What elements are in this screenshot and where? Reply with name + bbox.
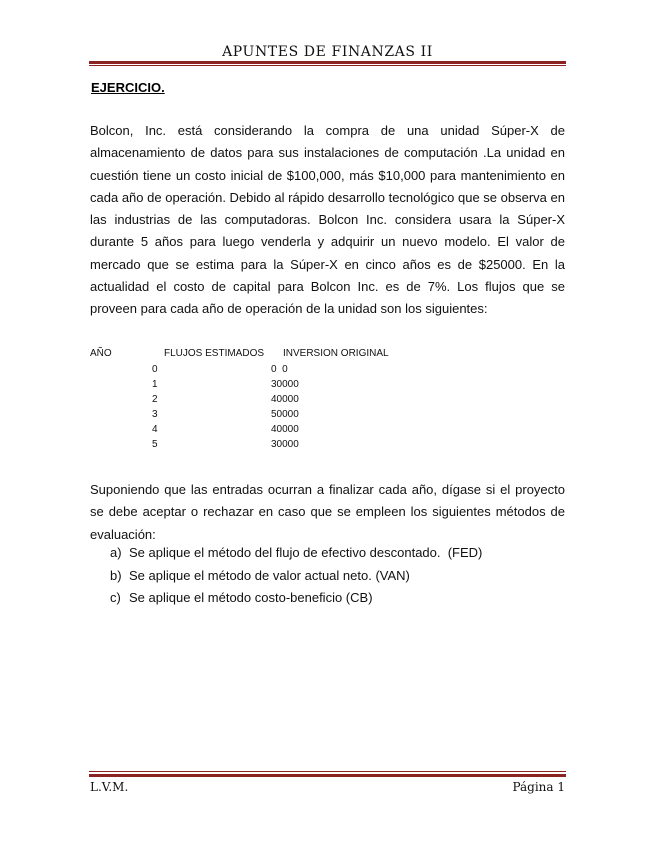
table-row-year: 4	[152, 424, 158, 435]
list-marker: b)	[110, 567, 122, 583]
table-row-value: 40000	[271, 424, 299, 435]
page-header-title: APUNTES DE FINANZAS II	[222, 44, 433, 60]
table-row-year: 5	[152, 439, 158, 450]
table-row-year: 1	[152, 379, 158, 390]
table-row-value: 30000	[271, 439, 299, 450]
table-row-year: 3	[152, 409, 158, 420]
list-marker: a)	[110, 545, 122, 560]
exercise-paragraph: Bolcon, Inc. está considerando la compra de una unidad Súper-X de almacenamiento de datos para sus instalaciones de computación .La unidad en cuestión tiene un costo inicial de $100,000, más $10,000 para mantenimiento en cada año de operación. Debido al rápido desarrollo tecnológico que se observa en las industrias de las computadoras. Bolcon Inc. considera usara la Súper-X durante 5 años para luego venderla y adquirir un nuevo modelo. El valor de mercado que se estima para la Súper-X en cinco años es de $25000. En la actualidad el costo de capital para Bolcon Inc. es de 7%. Los flujos que se proveen para cada año de operación de la unidad son los siguientes:	[90, 123, 565, 317]
list-item-text: Se aplique el método del flujo de efectivo descontado. (FED)	[129, 545, 483, 560]
table-row-year: 2	[152, 394, 158, 405]
table-row-year: 0	[152, 364, 158, 375]
page-number: Página 1	[512, 780, 565, 794]
table-row-value: 0 0	[271, 364, 288, 375]
list-item-text: Se aplique el método de valor actual neto. (VAN)	[129, 567, 410, 583]
footer-author: L.V.M.	[90, 780, 129, 794]
table-row-value: 30000	[271, 379, 299, 390]
table-header-year: AÑO	[90, 348, 112, 359]
table-header-flows: FLUJOS ESTIMADOS	[164, 348, 265, 359]
footer-rule-thick	[89, 774, 566, 777]
header-rule-thick	[89, 61, 566, 64]
question-paragraph: Suponiendo que las entradas ocurran a finalizar cada año, dígase si el proyecto se debe aceptar o rechazar en caso que se empleen los siguientes métodos de evaluación:	[90, 482, 565, 542]
list-item-text: Se aplique el método costo-beneficio (CB)	[129, 590, 373, 605]
header-rule-thin	[89, 65, 566, 66]
table-header-investment: INVERSION ORIGINAL	[283, 348, 389, 359]
footer-rule-thin	[89, 771, 566, 772]
list-marker: c)	[110, 590, 121, 605]
exercise-heading: EJERCICIO.	[91, 80, 165, 95]
table-row-value: 40000	[271, 394, 299, 405]
table-row-value: 50000	[271, 409, 299, 420]
